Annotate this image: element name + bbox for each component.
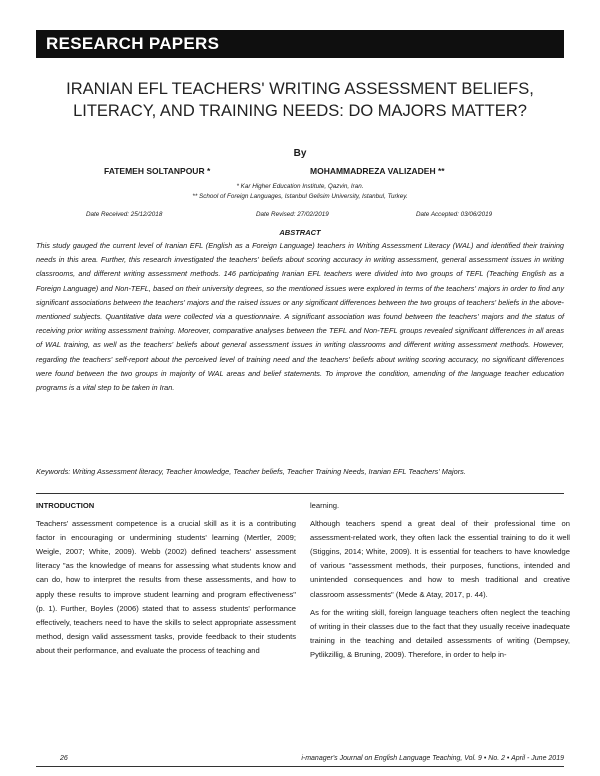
- affiliation-1: * Kar Higher Education Institute, Qazvin, Iran.: [236, 183, 364, 190]
- by-label: By: [293, 148, 307, 159]
- date-accepted: Date Accepted: 03/06/2019: [416, 211, 493, 218]
- introduction-heading: INTRODUCTION: [36, 501, 95, 510]
- author-2: MOHAMMADREZA VALIZADEH **: [310, 166, 445, 176]
- body-column-right: [310, 499, 570, 666]
- affiliation-2: ** School of Foreign Languages, Istanbul Gelisim University, Istanbul, Turkey.: [192, 193, 408, 200]
- footer-divider: [36, 766, 564, 767]
- title-line-2: LITERACY, AND TRAINING NEEDS: DO MAJORS MATTER?: [73, 102, 527, 120]
- paragraph: learning.: [310, 501, 340, 510]
- author-1: FATEMEH SOLTANPOUR *: [104, 166, 211, 176]
- date-revised: Date Revised: 27/02/2019: [256, 211, 329, 218]
- paragraph: Teachers' assessment competence is a crucial skill as it is a contributing factor in encouraging or undermining students' learning (Mertler, 2009; Weigle, 2007; White, 2009). Webb (2002) defined teachers' assessment literacy "as the knowledge of means for assessing what students know and can do, how to interpret the results from these assessments, and how to apply these results to improve student learning and program effectiveness" (p. 1). Further, Boyles (2006) stated that to assess students' performance effectively, teachers need to have the skills to select appropriate assessment method, design valid assessment tasks, provide feedback to their students about their performance, and evaluate the process of teaching and: [36, 519, 296, 655]
- keywords: Keywords: Writing Assessment literacy, Teacher knowledge, Teacher beliefs, Teacher Training Needs, Iranian EFL Teachers' Majors.: [36, 467, 466, 476]
- abstract-text: This study gauged the current level of Iranian EFL (English as a Foreign Language) teachers in Writing Assessment Literacy (WAL) and identified their training needs in this area. Further, this research investigated the teachers' beliefs about scoring accuracy in writing assessment, general assessment issues in writing classrooms, and different writing assessment methods. 146 participating Iranian EFL teachers were divided into two groups of TEFL (Teaching English as a Foreign Language) and Non-TEFL, based on their university degrees, so the mentioned issues were explored in terms of the teachers' majors in order to find any significant associations between the teachers' majors and the raised issues or any significant differences between the two groups of teachers' beliefs in the above-mentioned subjects. Quantitative data were collected via a questionnaire. A significant association was found between the teachers' majors and the status of receiving prior writing assessment training. Moreover, comparative analyses between the TEFL and Non-TEFL groups revealed significant differences in all areas of WAL training, as well as the teachers' beliefs about general assessment issues in writing classrooms and different writing assessment methods. However, regarding the teachers' self-report about the perceived level of training need and the teachers' beliefs about writing scoring accuracy, no significant differences were found between the two groups in majority of WAL areas and belief statements. To improve the condition, amending of the language teacher education programs is a vital step to be taken in Iran.: [36, 241, 564, 393]
- title-line-1: IRANIAN EFL TEACHERS' WRITING ASSESSMENT BELIEFS,: [66, 80, 534, 98]
- section-divider: [36, 493, 564, 494]
- page-number: 26: [60, 755, 68, 762]
- section-label: RESEARCH PAPERS: [46, 34, 220, 53]
- paragraph: Although teachers spend a great deal of their professional time on assessment-related work, they often lack the essential training to do it well (Stiggins, 2014; White, 2009). It is essential for teachers to have knowledge of various "assessment methods, their purposes, functions, intended and unintended consequences and how to mesh traditional and creative classroom assessments" (Mede & Atay, 2017, p. 44).: [310, 519, 570, 599]
- article-title: [36, 78, 564, 122]
- body-column-left: [36, 499, 296, 662]
- journal-citation: i-manager's Journal on English Language Teaching, Vol. 9 • No. 2 • April - June 2019: [301, 755, 564, 762]
- abstract-heading: ABSTRACT: [279, 228, 321, 237]
- section-banner: [36, 30, 564, 58]
- paragraph: As for the writing skill, foreign language teachers often neglect the teaching of writing in their classes due to the fact that they usually receive inadequate training in the teaching and detailed assessments of writing (Dempsey, Pytlikzillig, & Bruning, 2009). Therefore, in order to help in-: [310, 607, 570, 659]
- date-received: Date Received: 25/12/2018: [86, 211, 163, 218]
